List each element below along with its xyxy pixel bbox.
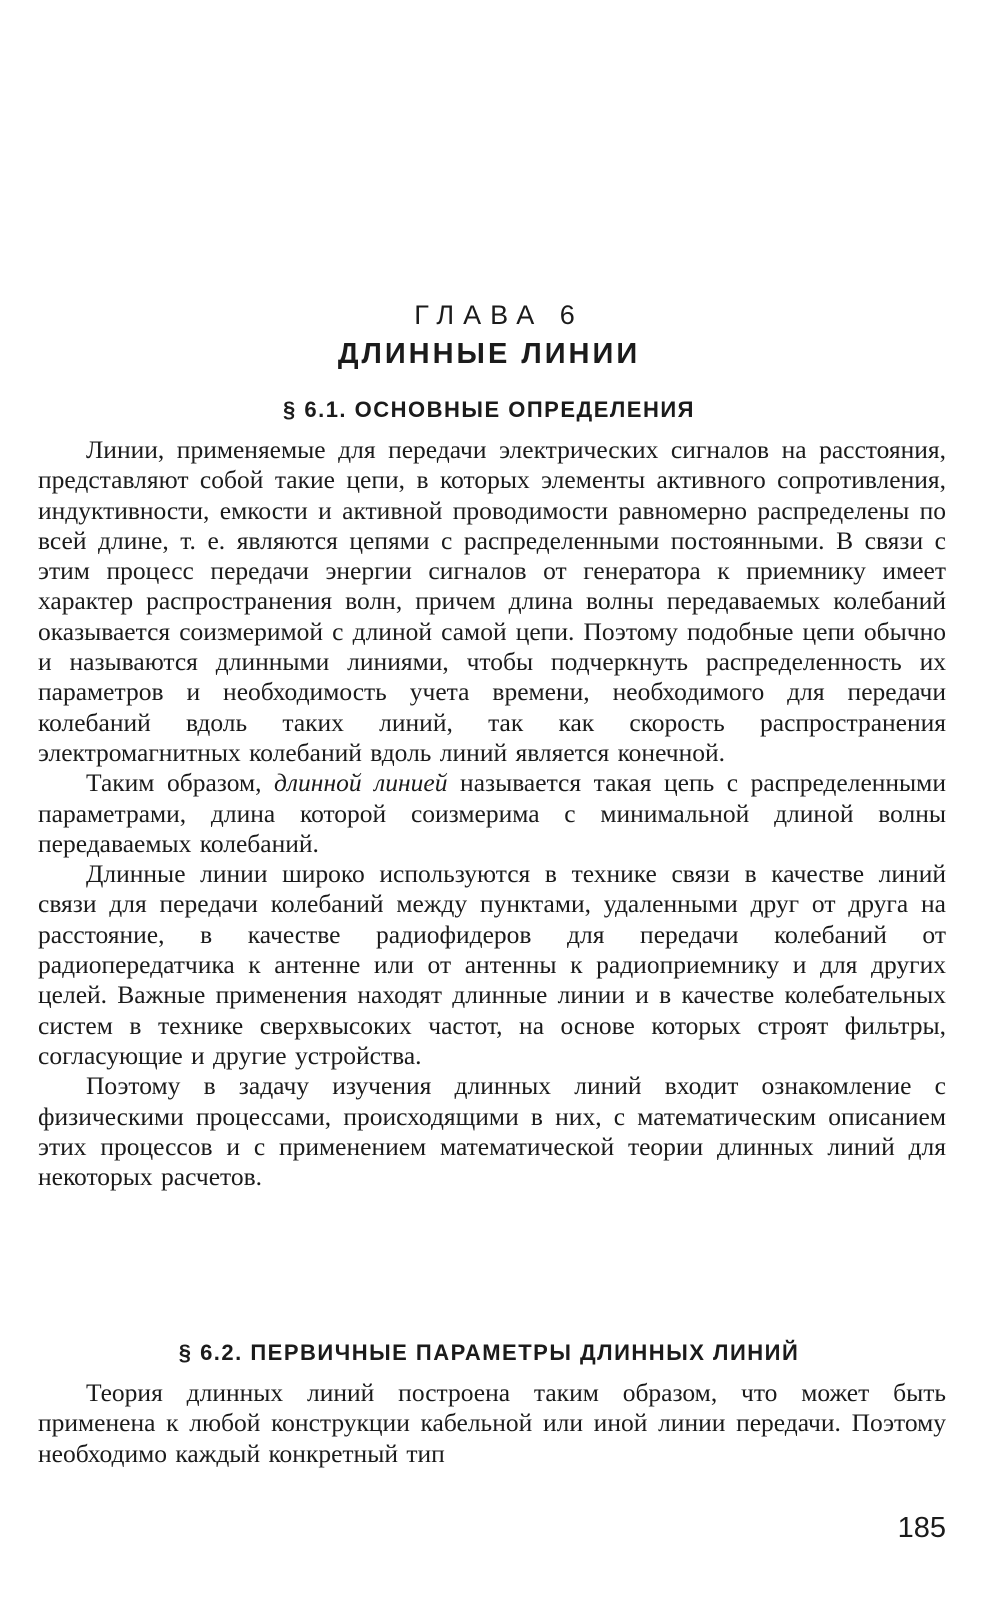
paragraph: Теория длинных линий построена таким образом, что может быть применена к любой конструкции кабельной или иной линии передачи. Поэтому необходимо каждый конкретный тип <box>38 1378 946 1468</box>
section-title: § 6.2. ПЕРВИЧНЫЕ ПАРАМЕТРЫ ДЛИННЫХ ЛИНИЙ <box>178 1340 800 1365</box>
chapter-label: ГЛАВА 6 <box>414 300 584 330</box>
paragraph: Поэтому в задачу изучения длинных линий входит ознакомление с физическими процессами, происходящими в них, с математическим описанием этих процессов и с применением математической теории длинных линий для некоторых расчетов. <box>38 1071 946 1192</box>
paragraph: Длинные линии широко используются в технике связи в качестве линий связи для передачи колебаний между пунктами, удаленными друг от друга на расстояние, в качестве радиофидеров для передачи колебаний от радиопередатчика к антенне или от антенны к радиоприемнику и для других целей. Важные применения находят длинные линии и в качестве колебательных систем в технике сверхвысоких частот, на основе которых строят фильтры, согласующие и другие устройства. <box>38 859 946 1070</box>
page-number: 185 <box>897 1512 946 1544</box>
emphasized-term: длинной линией <box>274 768 448 798</box>
paragraph: Линии, применяемые для передачи электрических сигналов на расстояния, представляют собой такие цепи, в которых элементы активного сопротивления, индуктивности, емкости и активной проводимости равномерно распределены по всей длине, т. е. являются цепями с распределенными постоянными. В связи с этим процесс передачи энергии сигналов от генератора к приемнику имеет характер распространения волн, причем длина волны передаваемых колебаний оказывается соизмеримой с длиной самой цепи. Поэтому подобные цепи обычно и называются длинными линиями, чтобы подчеркнуть распределенность их параметров и необходимость учета времени, необходимого для передачи колебаний вдоль таких линий, так как скорость распространения электромагнитных колебаний вдоль линий является конечной. <box>38 435 946 767</box>
paragraph-text: называется такая цепь с распределенными параметрами, длина которой соизмерима с минимальной длиной волны передаваемых колебаний. <box>38 768 946 858</box>
chapter-title: ДЛИННЫЕ ЛИНИИ <box>337 338 641 370</box>
paragraph <box>38 768 946 859</box>
section-body <box>38 1378 946 1469</box>
paragraph-text: Таким образом, <box>86 768 275 798</box>
section-body <box>38 435 946 1192</box>
section-title: § 6.1. ОСНОВНЫЕ ОПРЕДЕЛЕНИЯ <box>283 397 695 422</box>
